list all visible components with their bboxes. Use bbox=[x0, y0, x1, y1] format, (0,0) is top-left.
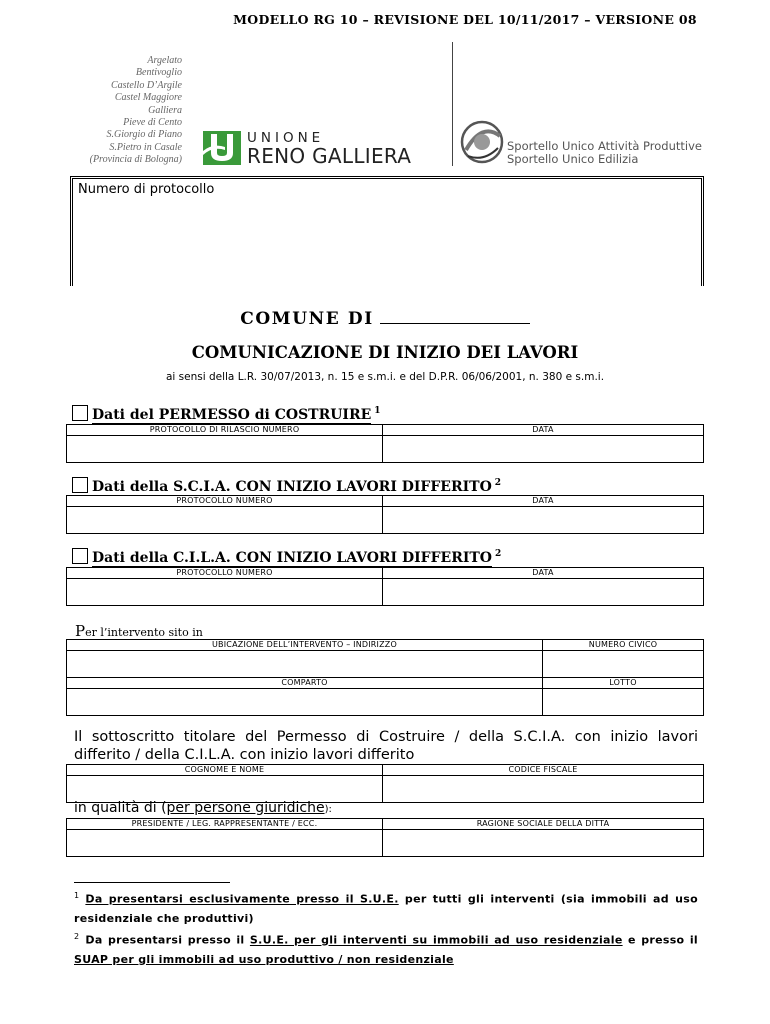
footnote-ref: 2 bbox=[494, 478, 502, 489]
intervento-label bbox=[75, 622, 203, 640]
column-header: DATA bbox=[383, 496, 704, 507]
comune-title bbox=[0, 309, 770, 329]
legal-reference: ai sensi della L.R. 30/07/2013, n. 15 e s.m.i. e del D.P.R. 06/06/2001, n. 380 e s.m.i. bbox=[165, 371, 605, 383]
qualita-underlined: per persone giuridiche bbox=[166, 800, 325, 816]
comune-label: COMUNE DI bbox=[240, 309, 374, 329]
permesso-table bbox=[66, 424, 704, 463]
section-title: Dati della S.C.I.A. CON INIZIO LAVORI DIFFERITO bbox=[92, 479, 492, 495]
town-name: Castel Maggiore bbox=[114, 92, 182, 104]
sottoscritto-paragraph: Il sottoscritto titolare del Permesso di Costruire / della S.C.I.A. con inizio lavori differito / della C.I.L.A. con inizio lavori differito bbox=[74, 729, 698, 763]
role-field[interactable] bbox=[67, 830, 383, 857]
full-name-field[interactable] bbox=[67, 776, 383, 803]
section-title: Dati della C.I.L.A. CON INIZIO LAVORI DIFFERITO bbox=[92, 550, 493, 566]
protocol-number-field[interactable] bbox=[67, 436, 383, 463]
date-field[interactable] bbox=[383, 436, 704, 463]
scia-table bbox=[66, 495, 704, 534]
footnote-underlined: SUAP per gli immobili ad uso produttivo / non residenziale bbox=[74, 952, 454, 966]
cila-checkbox[interactable] bbox=[72, 548, 88, 564]
date-field[interactable] bbox=[383, 507, 704, 534]
comparto-field[interactable] bbox=[67, 689, 543, 716]
footnote-underlined: S.U.E. per gli interventi su immobili ad uso residenziale bbox=[249, 933, 623, 947]
qualita-text: in qualità di bbox=[74, 800, 162, 816]
town-name: S.Giorgio di Piano bbox=[106, 129, 182, 141]
town-name: Pieve di Cento bbox=[123, 117, 182, 129]
footnote-ref: 1 bbox=[374, 406, 381, 417]
initial-letter: P bbox=[75, 622, 86, 640]
footnote-2 bbox=[74, 927, 698, 969]
column-header: COGNOME E NOME bbox=[67, 765, 383, 776]
protocol-number-field[interactable] bbox=[67, 579, 383, 606]
cila-table bbox=[66, 567, 704, 606]
column-header: LOTTO bbox=[543, 678, 704, 689]
address-field[interactable] bbox=[67, 651, 543, 678]
column-header: PRESIDENTE / LEG. RAPPRESENTANTE / ECC. bbox=[67, 819, 383, 830]
town-name: Argelato bbox=[147, 55, 182, 66]
footnote-number: 1 bbox=[74, 891, 80, 900]
protocol-number-field[interactable] bbox=[67, 507, 383, 534]
section-cila-heading bbox=[72, 548, 501, 566]
section-title: Dati del PERMESSO di COSTRUIRE bbox=[92, 407, 372, 423]
footnote-underlined: Da presentarsi esclusivamente presso il S.U.E. bbox=[85, 892, 399, 906]
tax-code-field[interactable] bbox=[383, 776, 704, 803]
model-revision-header: MODELLO RG 10 – REVISIONE DEL 10/11/2017 – VERSIONE 08 bbox=[233, 12, 697, 27]
town-name: Galliera bbox=[148, 104, 182, 116]
permesso-checkbox[interactable] bbox=[72, 405, 88, 421]
column-header: PROTOCOLLO NUMERO bbox=[67, 568, 383, 579]
member-towns-list bbox=[40, 55, 182, 167]
intervento-text: er l’intervento sito in bbox=[85, 626, 203, 639]
footnote-text: Da presentarsi presso il bbox=[85, 933, 250, 947]
comune-name-field[interactable] bbox=[380, 309, 530, 324]
date-field[interactable] bbox=[383, 579, 704, 606]
header-divider bbox=[452, 42, 453, 166]
column-header: PROTOCOLLO NUMERO bbox=[67, 496, 383, 507]
town-name: Castello D’Argile bbox=[110, 79, 182, 91]
sottoscritto-table bbox=[66, 764, 704, 803]
scia-checkbox[interactable] bbox=[72, 477, 88, 493]
footnote-number: 2 bbox=[74, 932, 80, 941]
lotto-field[interactable] bbox=[543, 689, 704, 716]
sue-suap-text bbox=[507, 140, 702, 166]
column-header: CODICE FISCALE bbox=[383, 765, 704, 776]
column-header: PROTOCOLLO DI RILASCIO NUMERO bbox=[67, 425, 383, 436]
section-permesso-heading bbox=[72, 405, 381, 423]
footnote-text: e presso il bbox=[622, 933, 698, 947]
footnote-separator bbox=[74, 882, 230, 883]
footnote-text: per tutti gli interventi (sia immobili ad uso residenziale che produttivi) bbox=[74, 892, 698, 925]
protocol-number-label: Numero di protocollo bbox=[78, 182, 215, 197]
reno-galliera-logo-icon bbox=[203, 131, 241, 165]
sue-suap-logo-icon bbox=[458, 118, 506, 166]
suap-label: Sportello Unico Attività Produttive bbox=[507, 139, 702, 153]
column-header: UBICAZIONE DELL’INTERVENTO – INDIRIZZO bbox=[67, 640, 543, 651]
column-header: DATA bbox=[383, 568, 704, 579]
town-name: (Provincia di Bologna) bbox=[89, 154, 182, 166]
logo-reno-galliera-text: RENO GALLIERA bbox=[247, 144, 412, 168]
civic-number-field[interactable] bbox=[543, 651, 704, 678]
company-name-field[interactable] bbox=[383, 830, 704, 857]
column-header: COMPARTO bbox=[67, 678, 543, 689]
logo-unione-text: UNIONE bbox=[247, 130, 325, 146]
qualita-label bbox=[74, 800, 332, 816]
column-header: DATA bbox=[383, 425, 704, 436]
sue-label: Sportello Unico Edilizia bbox=[507, 152, 639, 166]
footnote-1 bbox=[74, 886, 698, 928]
column-header: NUMERO CIVICO bbox=[543, 640, 704, 651]
paren: ( bbox=[161, 800, 167, 816]
qualita-table bbox=[66, 818, 704, 857]
paren: ): bbox=[324, 804, 332, 815]
document-title: COMUNICAZIONE DI INIZIO DEI LAVORI bbox=[191, 343, 579, 362]
section-scia-heading bbox=[72, 477, 501, 495]
town-name: Bentivoglio bbox=[135, 67, 182, 79]
column-header: RAGIONE SOCIALE DELLA DITTA bbox=[383, 819, 704, 830]
town-name: S.Pietro in Casale bbox=[109, 141, 182, 153]
footnote-ref: 2 bbox=[495, 549, 502, 560]
intervento-table bbox=[66, 639, 704, 716]
